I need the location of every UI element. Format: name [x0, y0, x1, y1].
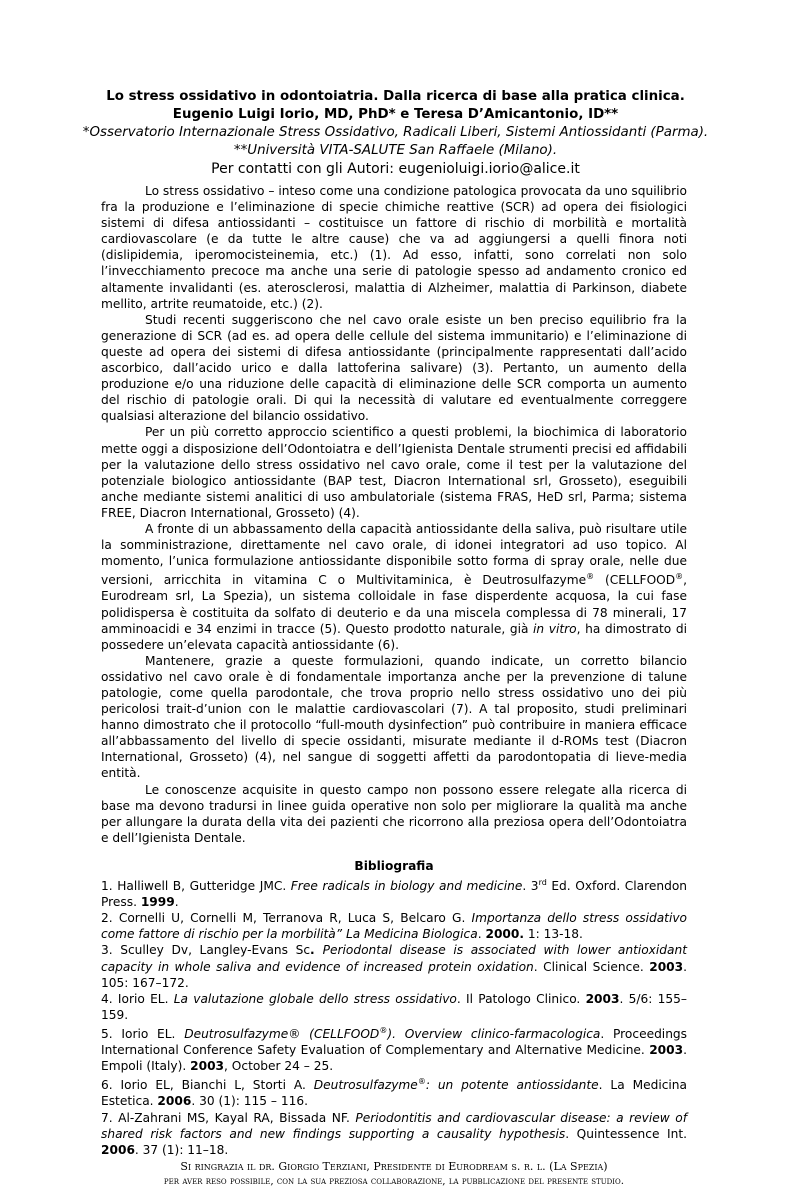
- paragraph-1: Lo stress ossidativo – inteso come una condizione patologica provocata da uno squilibrio fra la produzione e l’eliminazione di specie chimiche reattive (SCR) ad opera dei fisiologici sistemi di difesa antiossidanti – costituisce un fattore di rischio di morbilità e mortalità cardiovascolare (e da tutte le altre cause) che va ad aggiungersi a quelli finora noti (dislipidemia, iperomocisteinemia, etc.) (1). Ad esso, infatti, sono correlati non solo l’invecchiamento precoce ma anche una serie di patologie spesso ad andamento cronico ed altamente invalidanti (es. aterosclerosi, malattia di Alzheimer, malattia di Parkinson, diabete mellito, artrite reumatoide, etc.) (2).: [101, 184, 687, 311]
- paragraph-5: Mantenere, grazie a queste formulazioni, quando indicate, un corretto bilancio ossidativo nel cavo orale è di fondamentale importanza anche per la prevenzione di talune patologie, come quella parodontale, che trova proprio nello stress ossidativo uno dei più pericolosi trait-d’union con le malattie cardiovascolari (7). A tal proposito, studi preliminari hanno dimostrato che il protocollo “full-mouth dysinfection” può contribuire in maniera efficace all’abbassamento del livello di specie ossidanti, misurate mediante il d-ROMs test (Diacron International, Grosseto) (4), nel sangue di soggetti affetti da parodontopatia di lieve-media entità.: [101, 653, 687, 781]
- acknowledgement-line-2: per aver reso possibile, con la sua preziosa collaborazione, la pubblicazione del presente studio.: [163, 1175, 625, 1188]
- paragraph-3: Per un più corretto approccio scientifico a questi problemi, la biochimica di laboratorio mette oggi a disposizione dell’Odontoiatra e dell’Igienista Dentale strumenti precisi ed affidabili per la valutazione dello stress ossidativo nel cavo orale, come il test per la valutazione del potenziale biologico antiossidante (BAP test, Diacron International srl, Grosseto), eseguibili anche mediante sistemi analitici di uso ambulatoriale (sistema FRAS, HeD srl, Parma; sistema FREE, Diacron International, Grosseto) (4).: [101, 425, 687, 520]
- acknowledgement: [101, 1159, 687, 1190]
- affiliation-2: **Università VITA-SALUTE San Raffaele (Milano).: [233, 143, 558, 158]
- reference-3: 3. Sculley Dv, Langley-Evans Sc. Periodontal disease is associated with lower antioxidant capacity in whole saliva and evidence of increased protein oxidation. Clinical Science. 2003. 105: 167–172.: [101, 943, 688, 990]
- paragraph-6: Le conoscenze acquisite in questo campo non possono essere relegate alla ricerca di base ma devono tradursi in linee guida operative non solo per migliorare la qualità ma anche per allungare la durata della vita dei pazienti che ricorrono alla preziosa opera dell’Odontoiatra e dell’Igienista Dentale.: [101, 782, 687, 845]
- acknowledgement-line-1: Si ringrazia il dr. Giorgio Terziani, Presidente di Eurodream s. r. l. (La Spezia): [180, 1159, 608, 1173]
- affiliation-1: *Osservatorio Internazionale Stress Ossidativo, Radicali Liberi, Sistemi Antiossidanti (Parma).: [82, 125, 709, 140]
- contact-line: Per contatti con gli Autori: eugenioluigi.iorio@alice.it: [211, 161, 580, 177]
- article-authors: Eugenio Luigi Iorio, MD, PhD* e Teresa D’Amicantonio, ID**: [172, 107, 619, 122]
- paragraph-2: Studi recenti suggeriscono che nel cavo orale esiste un ben preciso equilibrio fra la generazione di SCR (ad es. ad opera delle cellule del sistema immunitario) e l’eliminazione di queste ad opera dei sistemi di difesa antiossidante (principalmente rappresentati dall’acido ascorbico, dall’acido urico e dalla lattoferina salivare) (3). Pertanto, un aumento della produzione e/o una riduzione delle capacità di eliminazione delle SCR comporta un aumento del rischio di patologie orali. Di qui la necessità di valutare ed eventualmente correggere qualsiasi alterazione del bilancio ossidativo.: [101, 312, 687, 424]
- article-title: Lo stress ossidativo in odontoiatria. Dalla ricerca di base alla pratica clinica.: [106, 89, 685, 104]
- article-header: [60, 88, 731, 178]
- reference-6: 6. Iorio EL, Bianchi L, Storti A. Deutrosulfazyme®: un potente antiossidante. La Medicina Estetica. 2006. 30 (1): 115 – 116.: [101, 1077, 687, 1109]
- bibliography-title: Bibliografia: [354, 858, 434, 873]
- reference-4: 4. Iorio EL. La valutazione globale dello stress ossidativo. Il Patologo Clinico. 2003. 5/6: 155–159.: [101, 991, 687, 1022]
- reference-1: 1. Halliwell B, Gutteridge JMC. Free radicals in biology and medicine. 3rd Ed. Oxford. Clarendon Press. 1999.: [101, 878, 688, 910]
- reference-5: 5. Iorio EL. Deutrosulfazyme® (CELLFOOD®). Overview clinico-farmacologica. Proceedings International Conference Safety Evaluation of Complementary and Alternative Medicine. 2003. Empoli (Italy). 2003, October 24 – 25.: [101, 1025, 688, 1074]
- reference-7: 7. Al-Zahrani MS, Kayal RA, Bissada NF. Periodontitis and cardiovascular disease: a review of shared risk factors and new findings supporting a causality hypothesis. Quintessence Int. 2006. 37 (1): 11–18.: [101, 1110, 687, 1157]
- article-body: [101, 183, 687, 1190]
- reference-2: 2. Cornelli U, Cornelli M, Terranova R, Luca S, Belcaro G. Importanza dello stress ossidativo come fattore di rischio per la morbilità” La Medicina Biologica. 2000. 1: 13-18.: [101, 911, 687, 942]
- paragraph-4: A fronte di un abbassamento della capacità antiossidante della saliva, può risultare utile la somministrazione, direttamente nel cavo orale, di idonei integratori ad uso topico. Al momento, l’unica formulazione antiossidante disponibile sotto forma di spray orale, nelle due versioni, arricchita in vitamina C o Multivitaminica, è Deutrosulfazyme® (CELLFOOD®, Eurodream srl, La Spezia), un sistema colloidale in fase disperdente acquosa, la cui fase polidispersa è costituita da solfato di deuterio e da una miscela complessa di 78 minerali, 17 amminoacidi e 34 enzimi in tracce (5). Questo prodotto naturale, già in vitro, ha dimostrato di possedere un’elevata capacità antiossidante (6).: [101, 521, 688, 652]
